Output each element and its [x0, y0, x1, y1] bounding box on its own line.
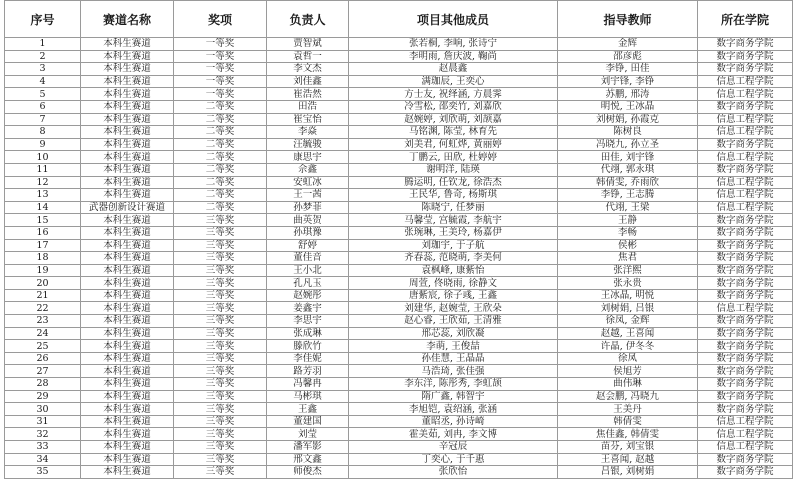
cell-index: 31: [5, 415, 81, 428]
cell-award: 一等奖: [174, 50, 267, 63]
cell-college: 信息工程学院: [698, 428, 793, 441]
table-row: [5, 113, 793, 126]
cell-advisor: 赵越, 王喜闻: [558, 327, 698, 340]
cell-advisor: 侯彬: [558, 239, 698, 252]
cell-advisor: 焦君: [558, 252, 698, 265]
cell-track: 本科生赛道: [81, 239, 174, 252]
cell-college: 数字商务学院: [698, 38, 793, 51]
cell-advisor: 韩倩雯, 乔雨欣: [558, 176, 698, 189]
cell-members: 刘珈宇, 于子航: [349, 239, 558, 252]
table-row: [5, 327, 793, 340]
cell-members: 赵晨鑫: [349, 63, 558, 76]
cell-leader: 师俊杰: [267, 466, 349, 479]
cell-advisor: 徐凤, 金辉: [558, 315, 698, 328]
table-row: [5, 365, 793, 378]
header-members: 项目其他成员: [349, 1, 558, 38]
cell-index: 15: [5, 214, 81, 227]
cell-track: 本科生赛道: [81, 138, 174, 151]
cell-leader: 董建国: [267, 415, 349, 428]
cell-college: 数字商务学院: [698, 277, 793, 290]
table-row: [5, 289, 793, 302]
cell-advisor: 代翊, 王梁: [558, 201, 698, 214]
cell-advisor: 王美丹: [558, 403, 698, 416]
cell-leader: 冯馨冉: [267, 378, 349, 391]
cell-index: 24: [5, 327, 81, 340]
cell-track: 本科生赛道: [81, 113, 174, 126]
table-row: [5, 415, 793, 428]
table-header: [5, 1, 793, 38]
cell-track: 本科生赛道: [81, 289, 174, 302]
cell-members: 刘建华, 赵婉莹, 王欣朵: [349, 302, 558, 315]
cell-index: 16: [5, 226, 81, 239]
table-row: [5, 277, 793, 290]
cell-members: 赵婉婷, 刘欣萌, 刘颉嘉: [349, 113, 558, 126]
cell-award: 二等奖: [174, 163, 267, 176]
cell-members: 马馨莹, 宫毓霞, 李航宇: [349, 214, 558, 227]
cell-index: 13: [5, 189, 81, 202]
cell-advisor: 韩倩雯: [558, 415, 698, 428]
table-row: [5, 441, 793, 454]
cell-award: 三等奖: [174, 365, 267, 378]
cell-award: 三等奖: [174, 390, 267, 403]
cell-leader: 孔凡玉: [267, 277, 349, 290]
table-row: [5, 428, 793, 441]
table-row: [5, 189, 793, 202]
cell-college: 数字商务学院: [698, 352, 793, 365]
cell-members: 唐紫宸, 徐子彧, 王鑫: [349, 289, 558, 302]
cell-track: 本科生赛道: [81, 302, 174, 315]
table-row: [5, 50, 793, 63]
cell-track: 本科生赛道: [81, 75, 174, 88]
table-row: [5, 264, 793, 277]
cell-index: 9: [5, 138, 81, 151]
cell-college: 信息工程学院: [698, 441, 793, 454]
cell-index: 21: [5, 289, 81, 302]
cell-index: 17: [5, 239, 81, 252]
cell-college: 数字商务学院: [698, 289, 793, 302]
cell-award: 三等奖: [174, 239, 267, 252]
cell-index: 8: [5, 126, 81, 139]
cell-index: 14: [5, 201, 81, 214]
cell-track: 本科生赛道: [81, 315, 174, 328]
cell-college: 数字商务学院: [698, 163, 793, 176]
cell-index: 4: [5, 75, 81, 88]
cell-index: 35: [5, 466, 81, 479]
cell-award: 二等奖: [174, 100, 267, 113]
cell-award: 三等奖: [174, 264, 267, 277]
cell-advisor: 王冰晶, 明悦: [558, 289, 698, 302]
table-row: [5, 151, 793, 164]
cell-leader: 姜鑫宇: [267, 302, 349, 315]
cell-award: 三等奖: [174, 403, 267, 416]
cell-track: 本科生赛道: [81, 277, 174, 290]
cell-advisor: 刘宇锋, 李铮: [558, 75, 698, 88]
cell-college: 信息工程学院: [698, 151, 793, 164]
cell-leader: 张成琳: [267, 327, 349, 340]
cell-members: 周萱, 佟晓雨, 徐静文: [349, 277, 558, 290]
cell-track: 本科生赛道: [81, 50, 174, 63]
cell-members: 袁枫峰, 康紫怡: [349, 264, 558, 277]
cell-members: 丁鹏云, 田欣, 杜婷婷: [349, 151, 558, 164]
table-row: [5, 226, 793, 239]
cell-advisor: 冯晓九, 孙立圣: [558, 138, 698, 151]
cell-leader: 李焱: [267, 126, 349, 139]
cell-advisor: 王静: [558, 214, 698, 227]
cell-leader: 滕欣竹: [267, 340, 349, 353]
cell-track: 本科生赛道: [81, 441, 174, 454]
cell-leader: 佘鑫: [267, 163, 349, 176]
cell-index: 34: [5, 453, 81, 466]
cell-advisor: 焦佳鑫, 韩倩雯: [558, 428, 698, 441]
table-row: [5, 239, 793, 252]
cell-track: 本科生赛道: [81, 378, 174, 391]
cell-college: 数字商务学院: [698, 315, 793, 328]
cell-members: 满珈辰, 王奕心: [349, 75, 558, 88]
cell-advisor: 田佳, 刘宇锋: [558, 151, 698, 164]
cell-award: 二等奖: [174, 151, 267, 164]
cell-award: 一等奖: [174, 88, 267, 101]
cell-track: 本科生赛道: [81, 390, 174, 403]
cell-leader: 崔浩然: [267, 88, 349, 101]
cell-members: 马铭渊, 陈莹, 林育先: [349, 126, 558, 139]
cell-leader: 路芳羽: [267, 365, 349, 378]
cell-award: 三等奖: [174, 277, 267, 290]
table-row: [5, 352, 793, 365]
cell-advisor: 邵彦彪: [558, 50, 698, 63]
cell-leader: 康思宇: [267, 151, 349, 164]
cell-index: 33: [5, 441, 81, 454]
table-row: [5, 390, 793, 403]
cell-leader: 田浩: [267, 100, 349, 113]
cell-leader: 潘军影: [267, 441, 349, 454]
cell-track: 本科生赛道: [81, 264, 174, 277]
cell-index: 20: [5, 277, 81, 290]
cell-members: 霍美茹, 刘冉, 李文博: [349, 428, 558, 441]
cell-advisor: 刘树娟, 孙霞克: [558, 113, 698, 126]
table-row: [5, 201, 793, 214]
cell-track: 本科生赛道: [81, 340, 174, 353]
table-row: [5, 466, 793, 479]
cell-award: 三等奖: [174, 226, 267, 239]
cell-leader: 安虹冰: [267, 176, 349, 189]
cell-advisor: 许晶, 伊冬冬: [558, 340, 698, 353]
table-row: [5, 126, 793, 139]
cell-index: 2: [5, 50, 81, 63]
cell-advisor: 明悦, 王冰晶: [558, 100, 698, 113]
table-row: [5, 163, 793, 176]
cell-college: 信息工程学院: [698, 201, 793, 214]
cell-advisor: 曲伟琳: [558, 378, 698, 391]
cell-track: 本科生赛道: [81, 88, 174, 101]
cell-college: 信息工程学院: [698, 113, 793, 126]
cell-award: 二等奖: [174, 126, 267, 139]
cell-members: 丁奕心, 于千惠: [349, 453, 558, 466]
cell-members: 李旭铠, 袁绍涵, 张涵: [349, 403, 558, 416]
cell-leader: 汪毓骏: [267, 138, 349, 151]
cell-members: 李东洋, 陈彤秀, 李虹颉: [349, 378, 558, 391]
table-row: [5, 302, 793, 315]
cell-college: 数字商务学院: [698, 63, 793, 76]
cell-leader: 崔宝怡: [267, 113, 349, 126]
cell-index: 28: [5, 378, 81, 391]
cell-advisor: 苗芬, 刘宝银: [558, 441, 698, 454]
cell-leader: 王小北: [267, 264, 349, 277]
cell-track: 本科生赛道: [81, 126, 174, 139]
cell-track: 本科生赛道: [81, 214, 174, 227]
cell-index: 26: [5, 352, 81, 365]
cell-advisor: 刘树娟, 吕银: [558, 302, 698, 315]
table-row: [5, 340, 793, 353]
cell-track: 本科生赛道: [81, 100, 174, 113]
table-row: [5, 252, 793, 265]
table-row: [5, 176, 793, 189]
table-row: [5, 38, 793, 51]
cell-members: 李萌, 王俊喆: [349, 340, 558, 353]
table-row: [5, 315, 793, 328]
header-award: 奖项: [174, 1, 267, 38]
cell-track: 本科生赛道: [81, 415, 174, 428]
header-index: 序号: [5, 1, 81, 38]
cell-award: 三等奖: [174, 378, 267, 391]
table-row: [5, 378, 793, 391]
cell-advisor: 侯旭芳: [558, 365, 698, 378]
cell-index: 25: [5, 340, 81, 353]
cell-index: 27: [5, 365, 81, 378]
cell-college: 信息工程学院: [698, 88, 793, 101]
table-row: [5, 75, 793, 88]
cell-award: 三等奖: [174, 315, 267, 328]
cell-index: 6: [5, 100, 81, 113]
cell-award: 三等奖: [174, 340, 267, 353]
cell-award: 一等奖: [174, 75, 267, 88]
cell-college: 数字商务学院: [698, 50, 793, 63]
cell-members: 陈晓宁, 任梦丽: [349, 201, 558, 214]
cell-award: 三等奖: [174, 466, 267, 479]
cell-advisor: 李铮, 王志腾: [558, 189, 698, 202]
cell-leader: 王鑫: [267, 403, 349, 416]
cell-award: 三等奖: [174, 352, 267, 365]
cell-college: 信息工程学院: [698, 126, 793, 139]
table-row: [5, 453, 793, 466]
cell-index: 10: [5, 151, 81, 164]
table-row: [5, 88, 793, 101]
cell-index: 3: [5, 63, 81, 76]
cell-track: 本科生赛道: [81, 63, 174, 76]
cell-advisor: 张洋熙: [558, 264, 698, 277]
cell-index: 29: [5, 390, 81, 403]
cell-index: 23: [5, 315, 81, 328]
cell-college: 数字商务学院: [698, 214, 793, 227]
cell-award: 一等奖: [174, 63, 267, 76]
cell-track: 本科生赛道: [81, 365, 174, 378]
cell-award: 三等奖: [174, 327, 267, 340]
cell-leader: 曲英贺: [267, 214, 349, 227]
cell-track: 本科生赛道: [81, 38, 174, 51]
cell-track: 本科生赛道: [81, 327, 174, 340]
cell-award: 二等奖: [174, 113, 267, 126]
cell-advisor: 金辉: [558, 38, 698, 51]
cell-advisor: 李铮, 田佳: [558, 63, 698, 76]
cell-track: 本科生赛道: [81, 163, 174, 176]
header-leader: 负责人: [267, 1, 349, 38]
cell-index: 32: [5, 428, 81, 441]
cell-college: 数字商务学院: [698, 239, 793, 252]
cell-college: 信息工程学院: [698, 415, 793, 428]
table-row: [5, 403, 793, 416]
cell-college: 信息工程学院: [698, 176, 793, 189]
cell-advisor: 苏鹏, 邢涛: [558, 88, 698, 101]
cell-advisor: 吕银, 刘树娟: [558, 466, 698, 479]
cell-advisor: 徐凤: [558, 352, 698, 365]
cell-college: 数字商务学院: [698, 403, 793, 416]
header-advisor: 指导教师: [558, 1, 698, 38]
cell-award: 三等奖: [174, 302, 267, 315]
cell-leader: 董佳音: [267, 252, 349, 265]
cell-college: 数字商务学院: [698, 138, 793, 151]
cell-index: 7: [5, 113, 81, 126]
cell-award: 二等奖: [174, 201, 267, 214]
awards-table: [4, 0, 793, 479]
cell-leader: 孙琪豫: [267, 226, 349, 239]
cell-leader: 舒婷: [267, 239, 349, 252]
cell-advisor: 张永贵: [558, 277, 698, 290]
table-body: [5, 38, 793, 479]
cell-leader: 孙梦菲: [267, 201, 349, 214]
cell-members: 董昭丞, 孙诗崎: [349, 415, 558, 428]
cell-track: 本科生赛道: [81, 428, 174, 441]
cell-award: 二等奖: [174, 189, 267, 202]
cell-track: 本科生赛道: [81, 352, 174, 365]
cell-leader: 刘莹: [267, 428, 349, 441]
cell-track: 本科生赛道: [81, 176, 174, 189]
table-row: [5, 100, 793, 113]
cell-members: 冷雪松, 邵奕竹, 刘嘉欣: [349, 100, 558, 113]
cell-award: 三等奖: [174, 252, 267, 265]
cell-track: 本科生赛道: [81, 189, 174, 202]
cell-award: 三等奖: [174, 441, 267, 454]
header-track: 赛道名称: [81, 1, 174, 38]
cell-award: 三等奖: [174, 415, 267, 428]
cell-index: 11: [5, 163, 81, 176]
cell-advisor: 赵会鹏, 冯晓九: [558, 390, 698, 403]
cell-members: 孙佳慧, 王晶晶: [349, 352, 558, 365]
cell-leader: 赵婉彤: [267, 289, 349, 302]
cell-college: 信息工程学院: [698, 75, 793, 88]
cell-index: 1: [5, 38, 81, 51]
cell-members: 齐春蕊, 范晓萌, 李美何: [349, 252, 558, 265]
cell-college: 数字商务学院: [698, 327, 793, 340]
cell-college: 数字商务学院: [698, 252, 793, 265]
cell-members: 邢芯蕊, 刘欣凝: [349, 327, 558, 340]
cell-members: 张欣怡: [349, 466, 558, 479]
cell-college: 信息工程学院: [698, 302, 793, 315]
cell-track: 本科生赛道: [81, 252, 174, 265]
cell-members: 谢明洋, 陆瑛: [349, 163, 558, 176]
cell-index: 19: [5, 264, 81, 277]
header-college: 所在学院: [698, 1, 793, 38]
cell-track: 本科生赛道: [81, 453, 174, 466]
cell-track: 本科生赛道: [81, 226, 174, 239]
cell-award: 二等奖: [174, 138, 267, 151]
cell-members: 王民华, 鲁奇, 杨斯琪: [349, 189, 558, 202]
cell-members: 马浩琦, 张佳强: [349, 365, 558, 378]
cell-members: 李明雨, 詹庆波, 鞠尚: [349, 50, 558, 63]
cell-index: 18: [5, 252, 81, 265]
cell-members: 腾运明, 任钦龙, 徐浩杰: [349, 176, 558, 189]
cell-college: 数字商务学院: [698, 378, 793, 391]
cell-leader: 李佳妮: [267, 352, 349, 365]
cell-members: 隋广鑫, 韩智宇: [349, 390, 558, 403]
cell-college: 数字商务学院: [698, 365, 793, 378]
cell-members: 张琬琳, 王美玲, 杨嘉伊: [349, 226, 558, 239]
cell-college: 数字商务学院: [698, 340, 793, 353]
cell-members: 辛冠辰: [349, 441, 558, 454]
cell-leader: 刘佳鑫: [267, 75, 349, 88]
cell-award: 三等奖: [174, 453, 267, 466]
cell-leader: 袁哲一: [267, 50, 349, 63]
cell-college: 数字商务学院: [698, 264, 793, 277]
cell-leader: 李思宇: [267, 315, 349, 328]
cell-members: 刘美君, 何虹烨, 黄丽婷: [349, 138, 558, 151]
table-row: [5, 63, 793, 76]
cell-members: 方士友, 祝绎涵, 方晨霁: [349, 88, 558, 101]
cell-leader: 李文杰: [267, 63, 349, 76]
cell-college: 数字商务学院: [698, 100, 793, 113]
cell-award: 三等奖: [174, 289, 267, 302]
cell-college: 数字商务学院: [698, 466, 793, 479]
awards-sheet: [4, 0, 796, 484]
cell-college: 数字商务学院: [698, 453, 793, 466]
cell-members: 赵心睿, 王欣茹, 王清雅: [349, 315, 558, 328]
cell-award: 二等奖: [174, 176, 267, 189]
cell-track: 本科生赛道: [81, 151, 174, 164]
cell-leader: 王一茜: [267, 189, 349, 202]
cell-award: 三等奖: [174, 214, 267, 227]
header-row: [5, 1, 793, 38]
cell-track: 本科生赛道: [81, 403, 174, 416]
table-row: [5, 138, 793, 151]
table-row: [5, 214, 793, 227]
cell-advisor: 代翊, 郭永琪: [558, 163, 698, 176]
cell-college: 数字商务学院: [698, 390, 793, 403]
cell-track: 本科生赛道: [81, 466, 174, 479]
cell-advisor: 陈树良: [558, 126, 698, 139]
cell-college: 信息工程学院: [698, 189, 793, 202]
cell-index: 22: [5, 302, 81, 315]
cell-index: 5: [5, 88, 81, 101]
cell-index: 12: [5, 176, 81, 189]
cell-members: 张若桐, 李响, 张诗宁: [349, 38, 558, 51]
cell-index: 30: [5, 403, 81, 416]
cell-college: 数字商务学院: [698, 226, 793, 239]
cell-advisor: 李畅: [558, 226, 698, 239]
cell-leader: 邢文鑫: [267, 453, 349, 466]
cell-award: 一等奖: [174, 38, 267, 51]
cell-leader: 贾智斌: [267, 38, 349, 51]
cell-track: 武器创新设计赛道: [81, 201, 174, 214]
cell-award: 三等奖: [174, 428, 267, 441]
cell-leader: 马彬琪: [267, 390, 349, 403]
cell-advisor: 王喜闻, 赵越: [558, 453, 698, 466]
